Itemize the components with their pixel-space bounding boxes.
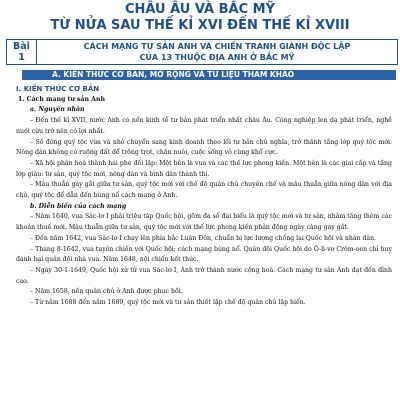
paragraph: – Năm 1658, nền quân chủ ở Anh được phục hồi.: [30, 288, 183, 296]
document-body: [16, 84, 392, 309]
part-heading: I. KIẾN THỨC CƠ BẢN: [16, 85, 100, 93]
paragraph: – Ngày 30-1-1649, Quốc hội xử tử vua Sác-lơ I, Anh trở thành nước cộng hoà. Cách mạng tư sản Anh đạt đến đỉnh cao.: [16, 266, 392, 285]
lesson-number-cell: [7, 40, 37, 64]
lesson-label: Bài: [13, 41, 30, 52]
chapter-title-line1: CHÂU ÂU VÀ BẮC MỸ: [124, 2, 276, 17]
subsection-heading: 1. Cách mạng tư sản Anh: [18, 95, 105, 103]
paragraph: – Mâu thuẫn gay gắt giữa tư sản, quý tộc mới với chế độ quân chủ chuyên chế và mâu thuẫn giữa nông dân với địa chủ, quý tộc để dẫn đến bùng nổ cách mạng ở Anh.: [16, 181, 392, 200]
paragraph: – Xã hội phân hoá thành hai phe đối lập: Một bên là vua và các thế lực phong kiến. Một bên là các giai cấp và tầng lớp giàu: tư sản, quý tộc mới, nông dân và bình dân thành thị.: [16, 159, 392, 178]
lesson-header-box: [6, 39, 398, 65]
subheading-causes: a. Nguyên nhân: [30, 106, 85, 114]
lesson-title: [37, 40, 397, 64]
paragraph: – Đến thế kỉ XVII, nước Anh có nền kinh tế tư bản phát triển nhất châu Âu. Công nghiệp len dạ phát triển, nghề nuôi cừu trở nên có lợi nhất.: [16, 117, 392, 135]
section-banner: A. KIẾN THỨC CƠ BẢN, MỞ RỘNG VÀ TƯ LIỆU THAM KHẢO: [22, 70, 396, 80]
lesson-number: 1: [18, 52, 25, 63]
lesson-title-line2: CỦA 13 THUỘC ĐỊA ANH Ở BẮC MỸ: [139, 53, 295, 62]
lesson-title-line1: CÁCH MẠNG TƯ SẢN ANH VÀ CHIẾN TRANH GIÀNH ĐỘC LẬP: [83, 42, 351, 51]
paragraph: – Năm 1640, vua Sác-lơ I phải triệu tập Quốc hội, gồm đa số đại biểu là quý tộc mới và tư sản, nhằm tăng thêm các khoản thuế mới. Mâu thuẫn giữa tư sản, quý tộc mới với thế lực phong kiến phản động ngày càng gay gắt.: [16, 213, 392, 232]
paragraph: – Đến năm 1642, vua Sác-lơ I chạy lên phía bắc Luân Đôn, chuẩn bị lực lượng chống lại Quốc hội và nhân dân.: [30, 234, 377, 242]
subheading-events: b. Diễn biến của cách mạng: [30, 202, 127, 210]
paragraph: – Số đông quý tộc vừa và nhỏ chuyển sang kinh doanh theo lối tư bản chủ nghĩa, trở thành tầng lớp quý tộc mới. Nông dân không có ruộng đất để trồng trọt, chăn nuôi, cuộc sống vô cùng khổ cực.: [16, 138, 392, 157]
paragraph: – Từ năm 1688 đến năm 1689, quý tộc mới và tư sản thiết lập chế độ quân chủ lập hiến.: [30, 299, 306, 307]
chapter-title: [0, 2, 400, 34]
chapter-title-line2: TỪ NỬA SAU THẾ KỈ XVI ĐẾN THẾ KỈ XVIII: [50, 18, 350, 33]
paragraph: – Tháng 8-1642, vua tuyên chiến với Quốc hội; cách mạng bùng nổ. Quân đội Quốc hội do Ô-li-vơ Crôm-oen chỉ huy đánh bại quân đội nhà vua. Năm 1648, nội chiến kết thúc.: [16, 245, 392, 264]
